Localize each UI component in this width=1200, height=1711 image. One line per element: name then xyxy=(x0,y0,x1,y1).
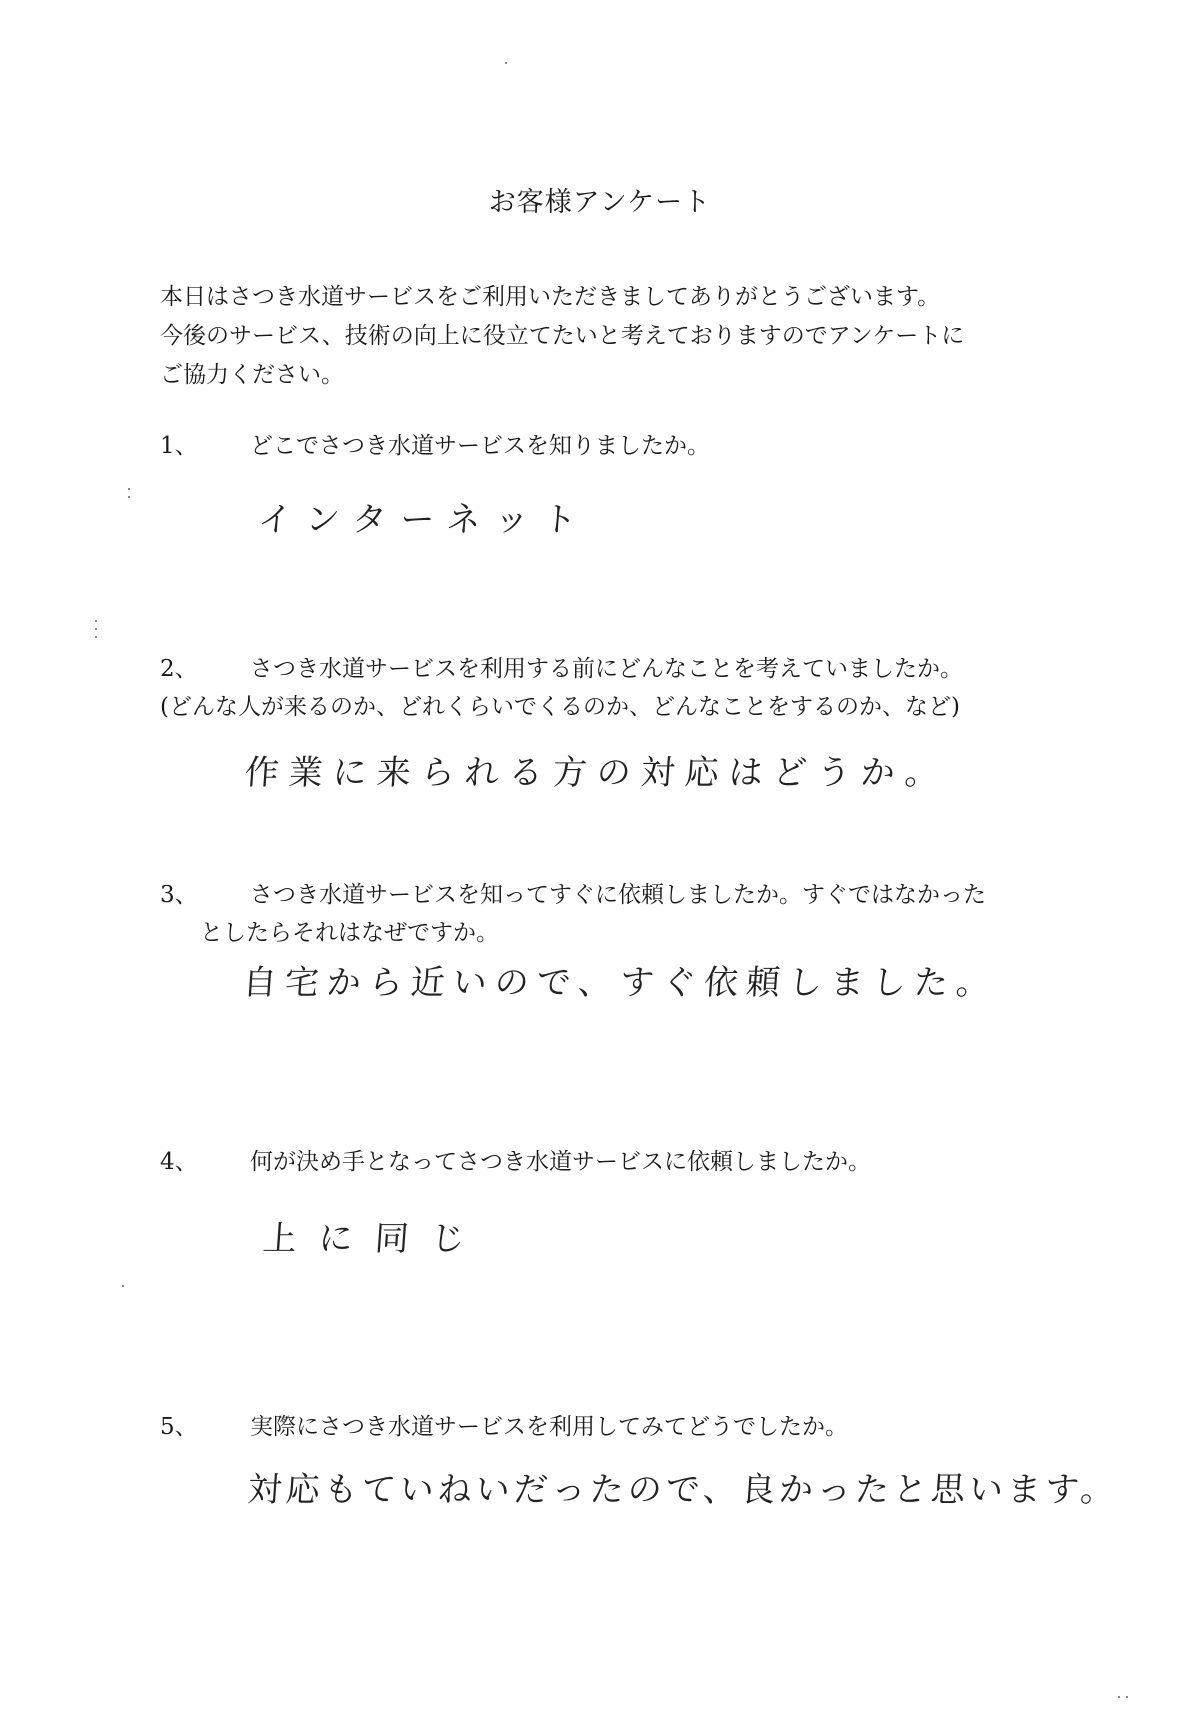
question-1 xyxy=(160,427,1060,465)
scan-speck xyxy=(1126,1696,1128,1698)
intro-line: 本日はさつき水道サービスをご利用いただきましてありがとうございます。 xyxy=(160,284,941,310)
question-4 xyxy=(160,1143,1060,1181)
question-2 xyxy=(160,650,1060,726)
scan-speck xyxy=(95,628,97,630)
handwritten-answer-5: 対応もていねいだったので、良かったと思います。 xyxy=(246,1470,1120,1510)
intro-line: ご協力ください。 xyxy=(160,362,344,388)
question-number: 4、 xyxy=(160,1149,198,1175)
question-text: さつき水道サービスを利用する前にどんなことを考えていましたか。 xyxy=(250,656,963,682)
intro-paragraph xyxy=(160,278,1060,395)
question-subtext: (どんな人が来るのか、どれくらいでくるのか、どんなことをするのか、など) xyxy=(160,694,960,720)
question-number: 5、 xyxy=(160,1414,198,1440)
scan-speck xyxy=(95,636,97,638)
question-number: 3、 xyxy=(160,882,198,908)
question-3 xyxy=(160,876,1060,952)
scan-speck xyxy=(128,488,130,490)
handwritten-answer-3: 自宅から近いので、すぐ依頼しました。 xyxy=(241,963,1000,1003)
question-text: どこでさつき水道サービスを知りましたか。 xyxy=(250,433,710,459)
page-title: お客様アンケート xyxy=(488,187,712,218)
question-number: 1、 xyxy=(160,433,198,459)
scan-speck xyxy=(122,1285,124,1287)
question-text: 何が決め手となってさつき水道サービスに依頼しましたか。 xyxy=(250,1149,871,1175)
scan-speck xyxy=(1118,1696,1120,1698)
question-text: 実際にさつき水道サービスを利用してみてどうでしたか。 xyxy=(250,1414,848,1440)
question-subtext: としたらそれはなぜですか。 xyxy=(200,920,499,946)
scan-speck xyxy=(128,496,130,498)
scan-speck xyxy=(95,620,97,622)
handwritten-answer-4: 上に同じ xyxy=(261,1219,489,1259)
question-text: さつき水道サービスを知ってすぐに依頼しましたか。すぐではなかった xyxy=(250,882,986,908)
intro-line: 今後のサービス、技術の向上に役立てたいと考えておりますのでアンケートに xyxy=(160,323,965,349)
handwritten-answer-1: インターネット xyxy=(256,500,593,540)
question-number: 2、 xyxy=(160,656,198,682)
handwritten-answer-2: 作業に来られる方の対応はどうか。 xyxy=(243,753,951,793)
question-5 xyxy=(160,1408,1060,1446)
scan-speck xyxy=(505,62,507,64)
